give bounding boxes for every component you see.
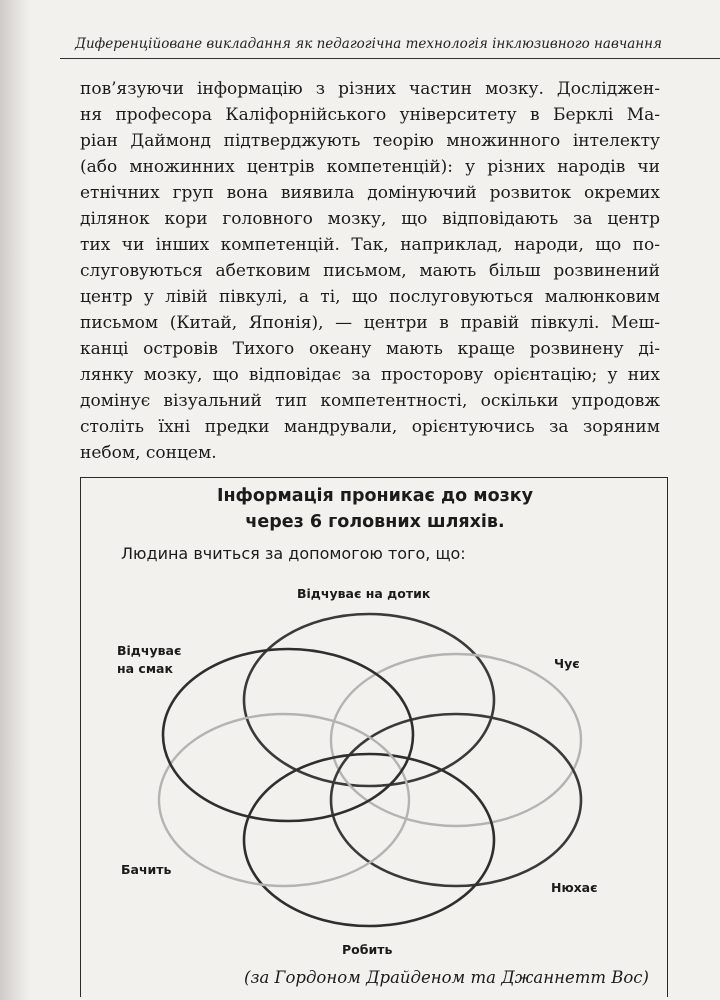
body-line: письмом (Китай, Японія), — центри в правій півкулі. Меш-	[80, 313, 660, 333]
body-line: ріан Даймонд підтверджують теорію множинного інтелекту	[80, 131, 660, 151]
page-gutter-shadow	[0, 0, 30, 1000]
ellipse-touch	[244, 614, 494, 786]
body-line: небом, сонцем.	[80, 443, 217, 463]
body-line: домінує візуальний тип компетентності, оскільки упродовж	[80, 391, 660, 411]
label-do: Робить	[342, 942, 393, 957]
label-see: Бачить	[121, 862, 172, 877]
figure-citation: (за Гордоном Драйденом та Джаннетт Вос)	[244, 968, 649, 987]
running-header: Диференційоване викладання як педагогічна технологія інклюзивного навчання	[75, 36, 662, 52]
label-touch: Відчуває на дотик	[297, 586, 431, 601]
body-line: центр у лівій півкулі, а ті, що послуговуються малюнковим	[80, 287, 660, 307]
figure-title-line-1: Інформація проникає до мозку	[216, 486, 534, 506]
label-taste-line-2: на смак	[117, 661, 173, 676]
body-line: ділянок кори головного мозку, що відповідають за центр	[80, 209, 660, 229]
body-line: пов’язуючи інформацію з різних частин мозку. Досліджен-	[80, 79, 660, 99]
body-line: (або множинних центрів компетенцій): у різних народів чи	[80, 157, 660, 177]
figure-title-line-2: через 6 головних шляхів.	[245, 512, 505, 532]
body-line: лянку мозку, що відповідає за просторову орієнтацію; у них	[80, 365, 660, 385]
body-line: тих чи інших компетенцій. Так, наприклад, народи, що по-	[80, 235, 660, 255]
body-line: ня професора Каліфорнійського університету в Берклі Ма-	[80, 105, 660, 125]
label-taste-line-1: Відчуває	[117, 643, 182, 658]
body-line: етнічних груп вона виявила домінуючий розвиток окремих	[80, 183, 660, 203]
label-smell: Нюхає	[551, 880, 598, 895]
six-pathways-venn-diagram	[81, 478, 669, 968]
header-rule	[60, 58, 720, 59]
figure-subtitle: Людина вчиться за допомогою того, що:	[121, 544, 466, 563]
label-hear: Чує	[554, 656, 580, 671]
body-line: канці островів Тихого океану мають краще розвинену ді-	[80, 339, 660, 359]
figure-box	[80, 477, 668, 997]
ellipse-do	[244, 754, 494, 926]
body-line: століть їхні предки мандрували, орієнтуючись за зоряним	[80, 417, 660, 437]
body-paragraph	[80, 76, 660, 466]
body-line: слуговуються абетковим письмом, мають більш розвинений	[80, 261, 660, 281]
